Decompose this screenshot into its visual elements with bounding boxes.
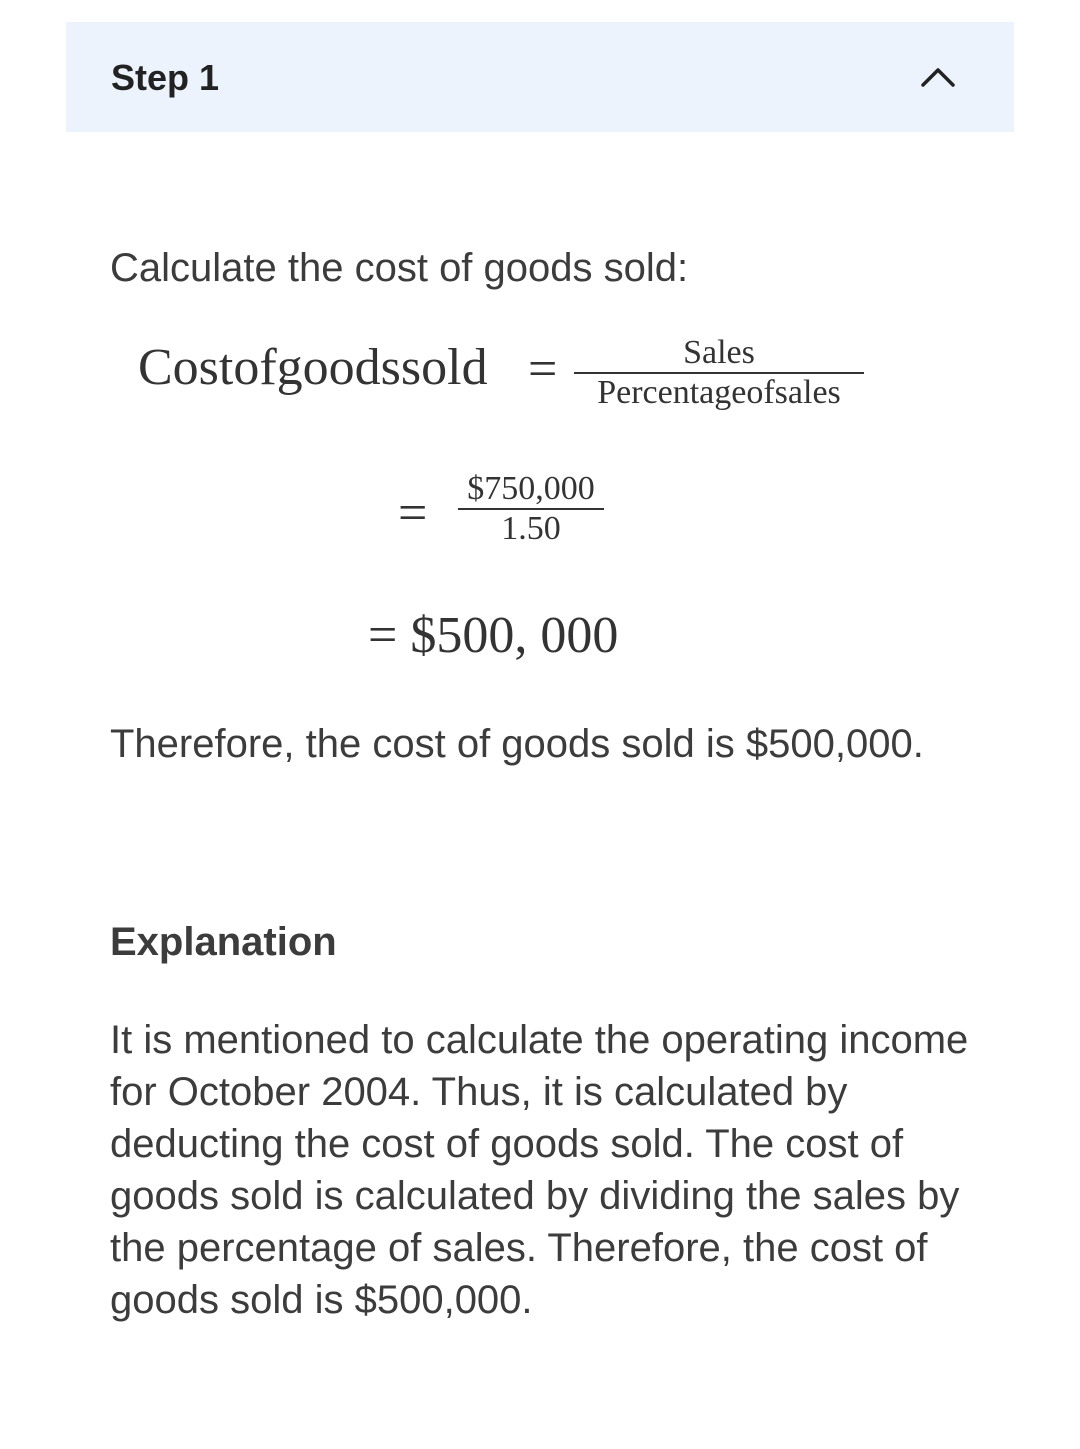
- conclusion-text: Therefore, the cost of goods sold is $500,000.: [110, 722, 924, 766]
- chevron-up-icon[interactable]: [918, 60, 958, 92]
- formula-numerator: Sales: [683, 334, 755, 371]
- formula-lhs: Costofgoodssold: [138, 339, 488, 396]
- step-header[interactable]: [66, 22, 1014, 132]
- intro-text: Calculate the cost of goods sold:: [110, 246, 689, 290]
- substitution-denominator: 1.50: [501, 510, 561, 547]
- explanation-body: It is mentioned to calculate the operating income for October 2004. Thus, it is calculated by deducting the cost of goods sold. The cost of goods sold is calculated by dividing the sales by the percentage of sales. Therefore, the cost of goods sold is $500,000.: [110, 1018, 969, 1322]
- explanation-heading: Explanation: [110, 920, 337, 964]
- substitution-fraction: [458, 470, 604, 548]
- formula-fraction: [574, 334, 864, 412]
- formula-denominator: Percentageofsales: [597, 374, 841, 411]
- substitution-numerator: $750,000: [467, 470, 595, 507]
- formula-equals: =: [528, 341, 558, 398]
- result-line: = $500, 000: [368, 607, 619, 664]
- substitution-equals: =: [398, 485, 428, 542]
- step-title: Step 1: [111, 57, 220, 98]
